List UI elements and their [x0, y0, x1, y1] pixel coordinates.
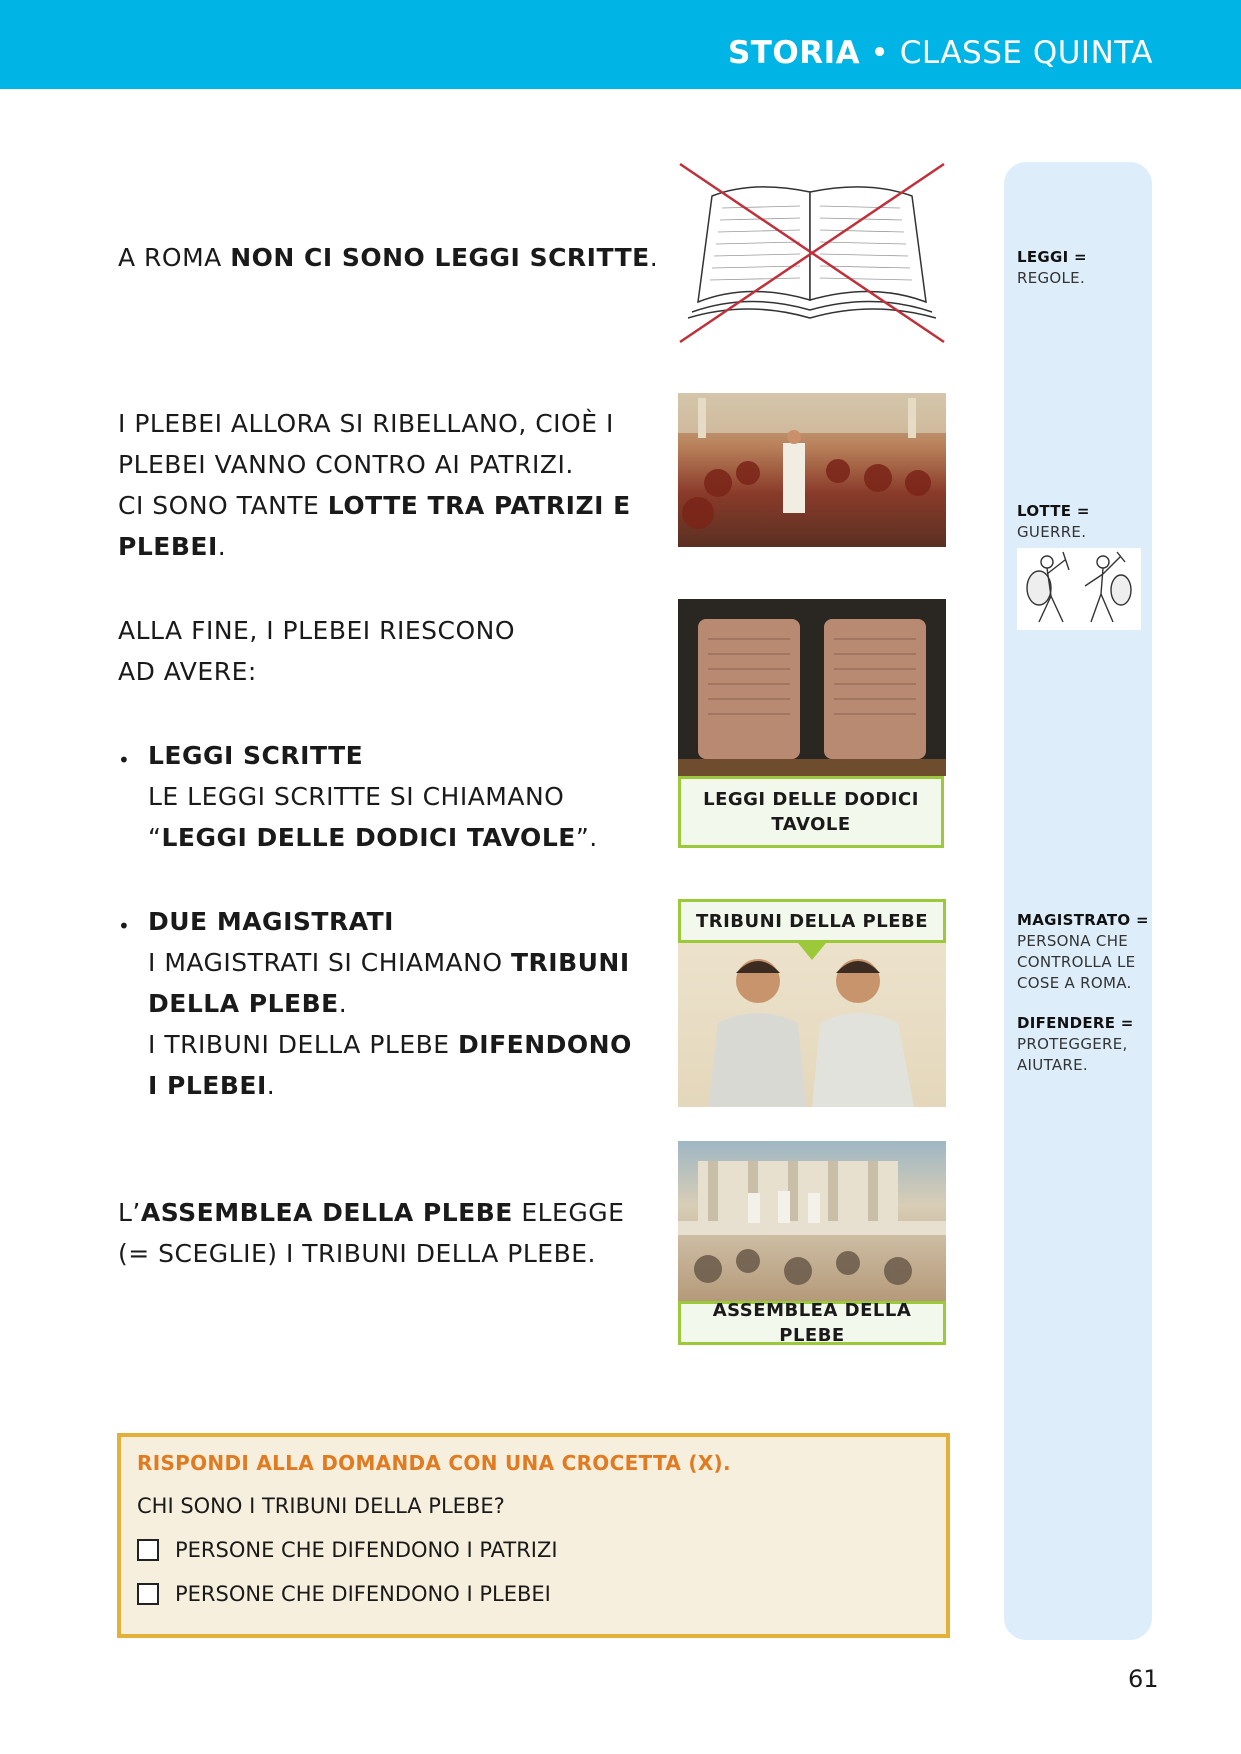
text-line: [118, 526, 631, 567]
text-span: I TRIBUNI DELLA PLEBE: [148, 1030, 459, 1059]
text-bold: DIFENDONO: [458, 1030, 632, 1059]
glossary-magistrato: [1017, 910, 1149, 994]
page-header: [0, 0, 1241, 89]
text-span: .: [266, 1071, 276, 1100]
text-no-written-laws: [118, 237, 658, 278]
glossary-sidebar: [1004, 162, 1152, 1640]
text-span: L’: [118, 1198, 141, 1227]
glossary-term: MAGISTRATO =: [1017, 911, 1149, 929]
text-line: [118, 1192, 624, 1233]
quiz-option-label: PERSONE CHE DIFENDONO I PLEBEI: [175, 1582, 551, 1606]
quiz-option-patrizi[interactable]: [137, 1538, 558, 1562]
caption-tavole: LEGGI DELLE DODICI TAVOLE: [678, 776, 944, 848]
text-line: (= SCEGLIE) I TRIBUNI DELLA PLEBE.: [118, 1239, 596, 1268]
text-in-the-end: [118, 610, 515, 692]
text-bold: ASSEMBLEA DELLA PLEBE: [140, 1198, 513, 1227]
quiz-box: [117, 1433, 950, 1638]
text-bold: TRIBUNI: [510, 948, 630, 977]
text-magistrates: [148, 901, 632, 1106]
text-span: A ROMA: [118, 243, 231, 272]
text-line: [148, 1024, 632, 1065]
tribunes-image: [678, 943, 946, 1107]
text-bold: DELLA PLEBE: [148, 989, 339, 1018]
bullet-icon: •: [118, 748, 130, 772]
text-line: [148, 817, 598, 858]
text-line: [148, 1065, 632, 1106]
header-class: CLASSE QUINTA: [899, 35, 1153, 71]
glossary-definition: PERSONA CHE: [1017, 932, 1129, 950]
caption-tribuni: TRIBUNI DELLA PLEBE: [678, 899, 946, 943]
bullet-icon: •: [118, 914, 130, 938]
text-span: “: [148, 823, 162, 852]
twelve-tables-image: [678, 599, 946, 776]
checkbox[interactable]: [137, 1583, 159, 1605]
text-line: PLEBEI VANNO CONTRO AI PATRIZI.: [118, 450, 574, 479]
header-subject: STORIA: [727, 35, 861, 71]
glossary-definition: AIUTARE.: [1017, 1056, 1088, 1074]
text-bold: PLEBEI: [118, 532, 218, 561]
text-span: .: [649, 243, 659, 272]
glossary-leggi: [1017, 247, 1087, 289]
glossary-definition: GUERRE.: [1017, 523, 1087, 541]
glossary-definition: PROTEGGERE,: [1017, 1035, 1128, 1053]
text-bold: LEGGI SCRITTE: [148, 741, 364, 770]
glossary-term: LOTTE =: [1017, 502, 1090, 520]
quiz-option-label: PERSONE CHE DIFENDONO I PATRIZI: [175, 1538, 558, 1562]
quiz-title: [137, 1451, 731, 1475]
crossed-book-image: [678, 162, 946, 344]
text-line: [118, 485, 631, 526]
warriors-illustration: [1017, 548, 1141, 630]
glossary-difendere: [1017, 1013, 1134, 1076]
text-span: ELEGGE: [512, 1198, 625, 1227]
text-line: [148, 735, 598, 776]
glossary-definition: CONTROLLA LE: [1017, 953, 1136, 971]
text-bold: NON CI SONO LEGGI SCRITTE: [230, 243, 650, 272]
text-span: ”.: [575, 823, 598, 852]
text-written-laws: [148, 735, 598, 858]
glossary-definition: REGOLE.: [1017, 269, 1086, 287]
caption-assemblea: ASSEMBLEA DELLA PLEBE: [678, 1301, 946, 1345]
text-bold: DUE MAGISTRATI: [148, 907, 394, 936]
text-line: I PLEBEI ALLORA SI RIBELLANO, CIOÈ I: [118, 409, 614, 438]
text-span: I MAGISTRATI SI CHIAMANO: [148, 948, 511, 977]
quiz-title-end: .: [722, 1451, 731, 1475]
checkbox[interactable]: [137, 1539, 159, 1561]
glossary-definition: COSE A ROMA.: [1017, 974, 1132, 992]
text-span: .: [217, 532, 227, 561]
glossary-term: LEGGI =: [1017, 248, 1087, 266]
text-bold: LOTTE TRA PATRIZI E: [327, 491, 631, 520]
assembly-painting-image: [678, 1141, 946, 1301]
text-line: [148, 983, 632, 1024]
text-span: .: [338, 989, 348, 1018]
page-number: 61: [1128, 1665, 1159, 1693]
quiz-option-plebei[interactable]: [137, 1582, 551, 1606]
text-line: ALLA FINE, I PLEBEI RIESCONO: [118, 616, 516, 645]
text-span: CI SONO TANTE: [118, 491, 328, 520]
text-line: LE LEGGI SCRITTE SI CHIAMANO: [148, 782, 565, 811]
glossary-term: DIFENDERE =: [1017, 1014, 1134, 1032]
header-separator: •: [870, 35, 890, 71]
quiz-question: CHI SONO I TRIBUNI DELLA PLEBE?: [137, 1494, 505, 1518]
revolt-painting-image: [678, 393, 946, 547]
text-plebeian-revolt: [118, 403, 631, 567]
text-line: AD AVERE:: [118, 657, 257, 686]
glossary-lotte: [1017, 501, 1090, 543]
text-bold: I PLEBEI: [148, 1071, 267, 1100]
text-line: [148, 901, 632, 942]
header-title: [727, 35, 1153, 71]
text-assembly: [118, 1192, 624, 1274]
text-bold: LEGGI DELLE DODICI TAVOLE: [161, 823, 576, 852]
quiz-title-text: RISPONDI ALLA DOMANDA CON UNA CROCETTA (X): [137, 1451, 723, 1475]
text-line: [148, 942, 632, 983]
